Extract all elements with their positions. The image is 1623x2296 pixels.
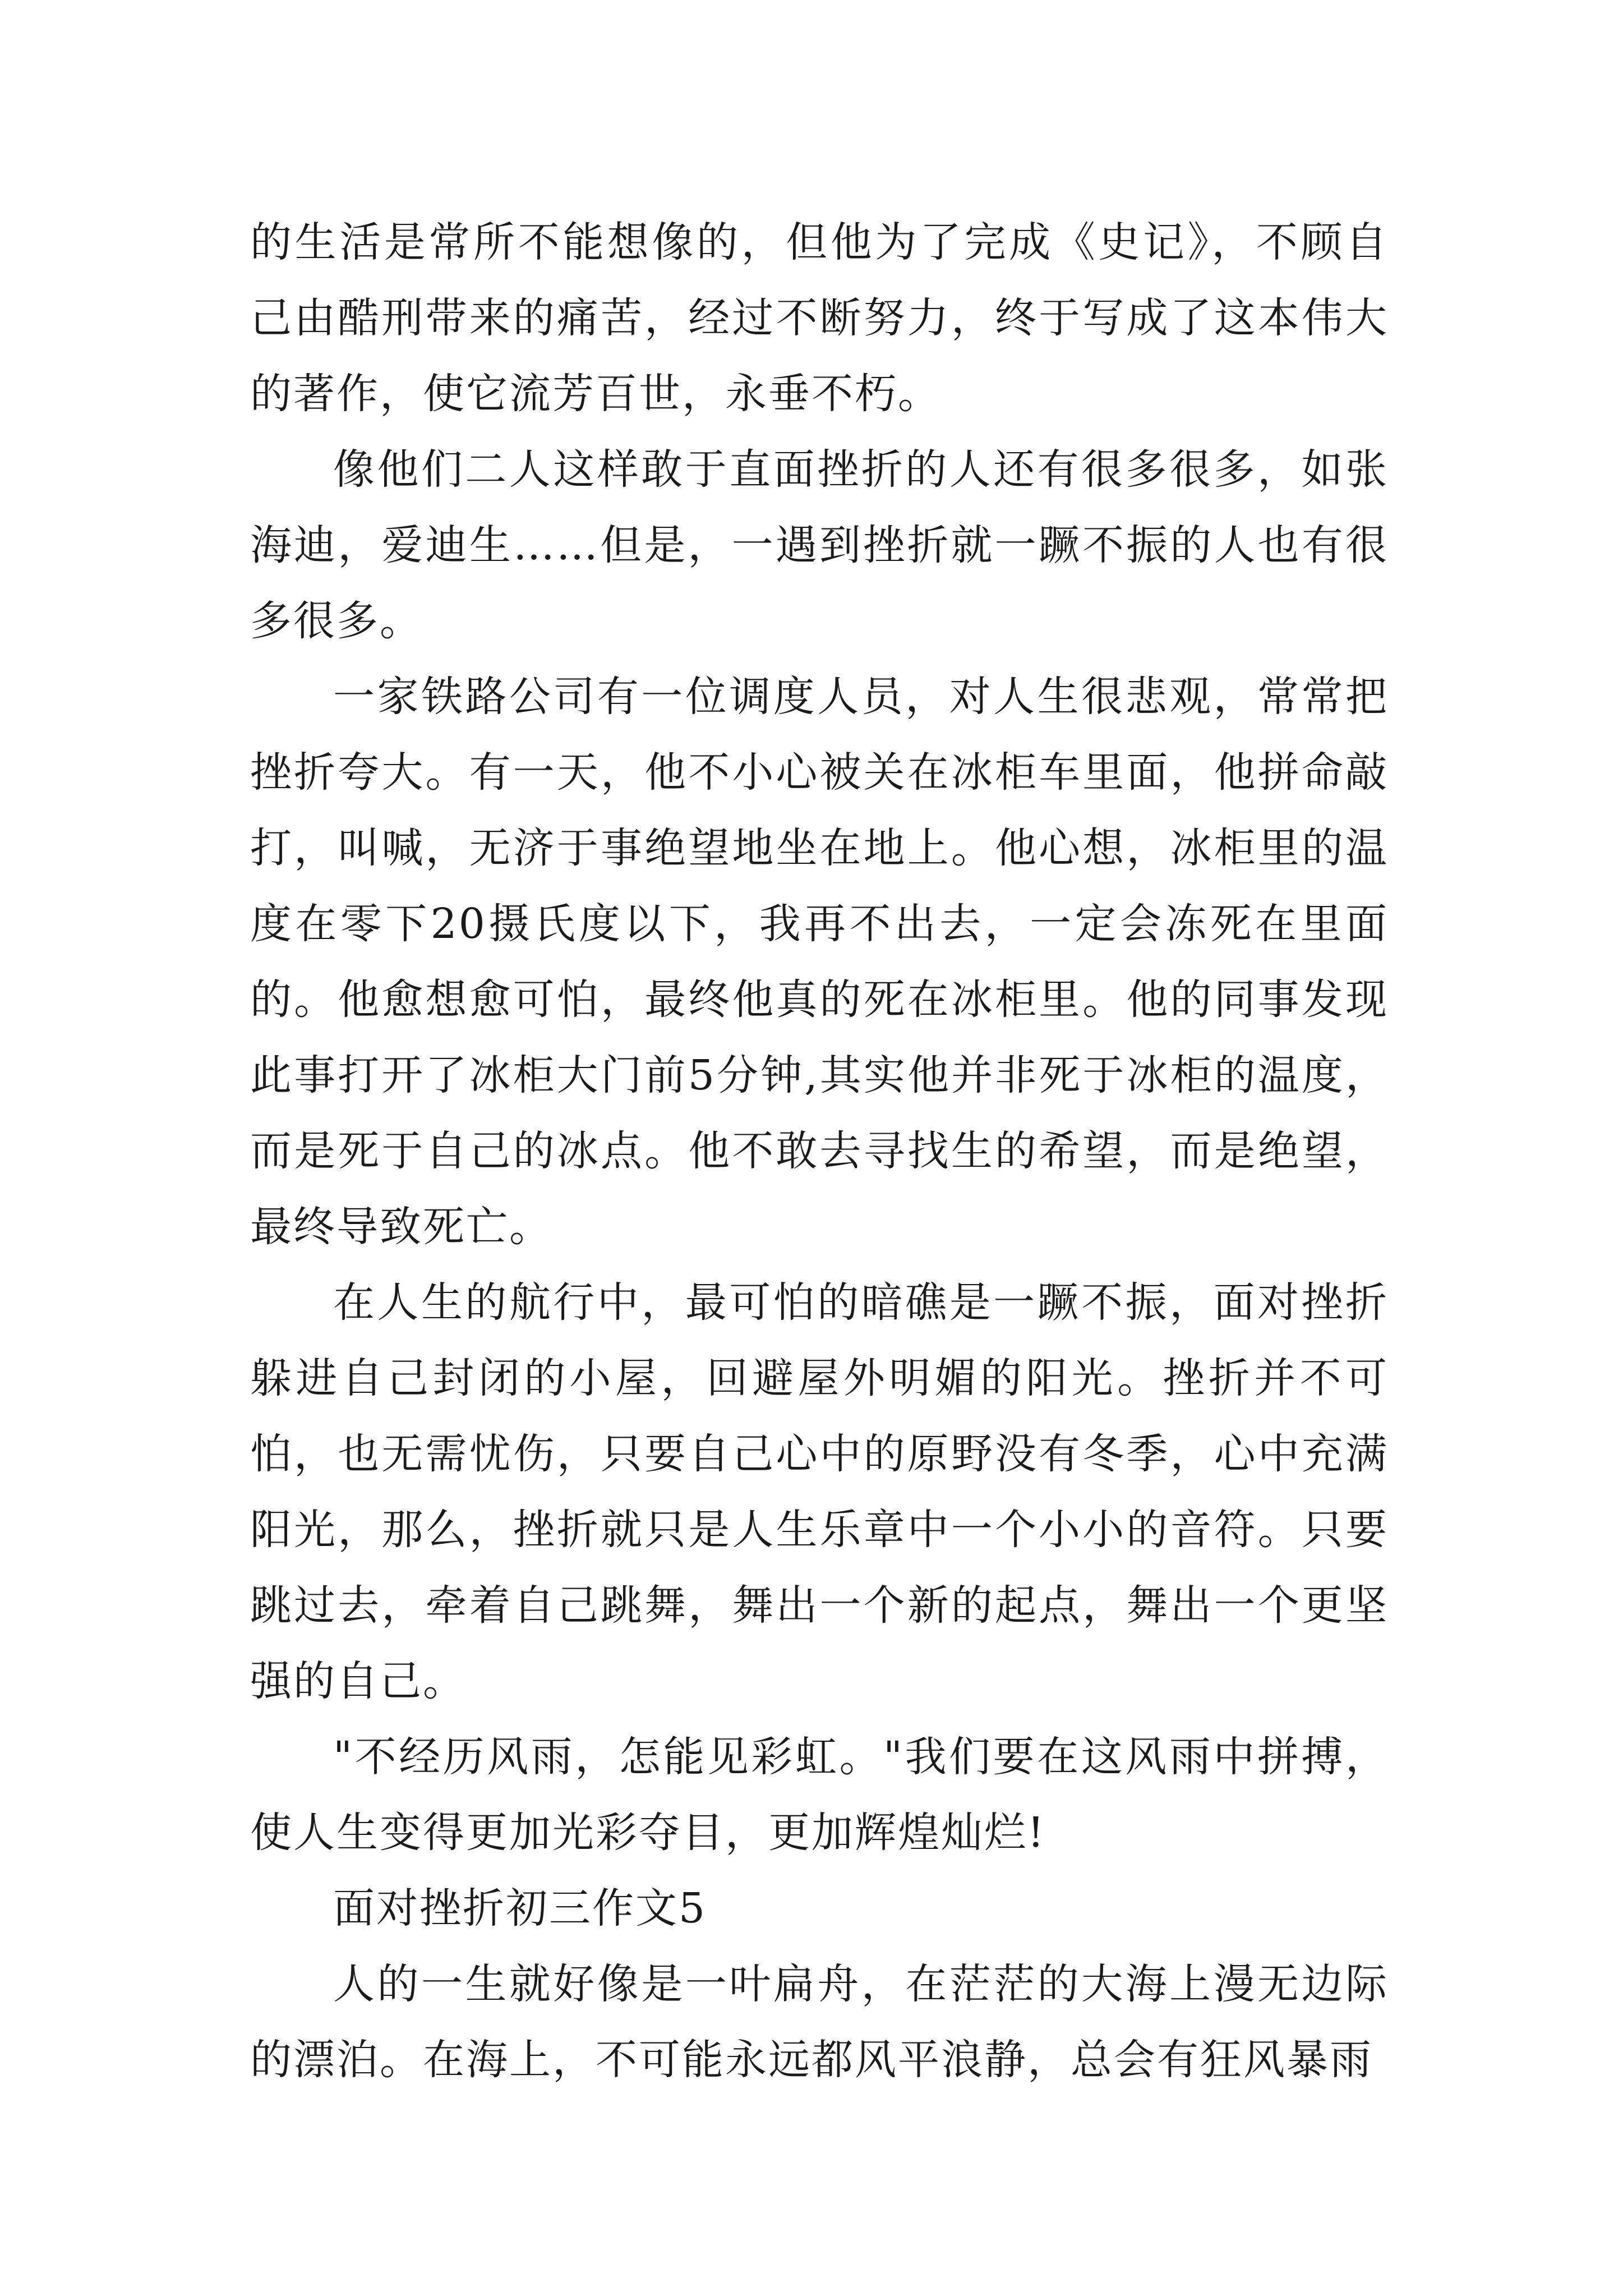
section-heading: 面对挫折初三作文5 bbox=[333, 1884, 707, 1932]
paragraph-boat-metaphor: 人的一生就好像是一叶扁舟，在茫茫的大海上漫无边际的漂泊。在海上，不可能永远都风平浪静，总会有狂风暴雨 bbox=[250, 1960, 1389, 2084]
paragraph-examples: 像他们二人这样敢于直面挫折的人还有很多很多，如张海迪，爱迪生……但是，一遇到挫折就一蹶不振的人也有很多很多。 bbox=[250, 445, 1389, 645]
paragraph-railway-story: 一家铁路公司有一位调度人员，对人生很悲观，常常把挫折夸大。有一天，他不小心被关在冰柜车里面，他拼命敲打，叫喊，无济于事绝望地坐在地上。他心想，冰柜里的温度在零下20摄氏度以下，我再不出去，一定会冻死在里面的。他愈想愈可怕，最终他真的死在冰柜里。他的同事发现此事打开了冰柜大门前5分钟,其实他并非死于冰柜的温度，而是死于自己的冰点。他不敢去寻找生的希望，而是绝望，最终导致死亡。 bbox=[250, 673, 1389, 1251]
essay-body bbox=[250, 205, 1389, 2098]
paragraph-continuation: 的生活是常所不能想像的，但他为了完成《史记》，不顾自己由酷刑带来的痛苦，经过不断努力，终于写成了这本伟大的著作，使它流芳百世，永垂不朽。 bbox=[250, 218, 1389, 418]
paragraph-life-voyage: 在人生的航行中，最可怕的暗礁是一蹶不振，面对挫折躲进自己封闭的小屋，回避屋外明媚的阳光。挫折并不可怕，也无需忧伤，只要自己心中的原野没有冬季，心中充满阳光，那么，挫折就只是人生乐章中一个小小的音符。只要跳过去，牵着自己跳舞，舞出一个新的起点，舞出一个更坚强的自己。 bbox=[250, 1278, 1389, 1705]
paragraph-rainbow-quote: "不经历风雨，怎能见彩虹。"我们要在这风雨中拼搏，使人生变得更加光彩夺目，更加辉煌灿烂! bbox=[250, 1733, 1389, 1857]
